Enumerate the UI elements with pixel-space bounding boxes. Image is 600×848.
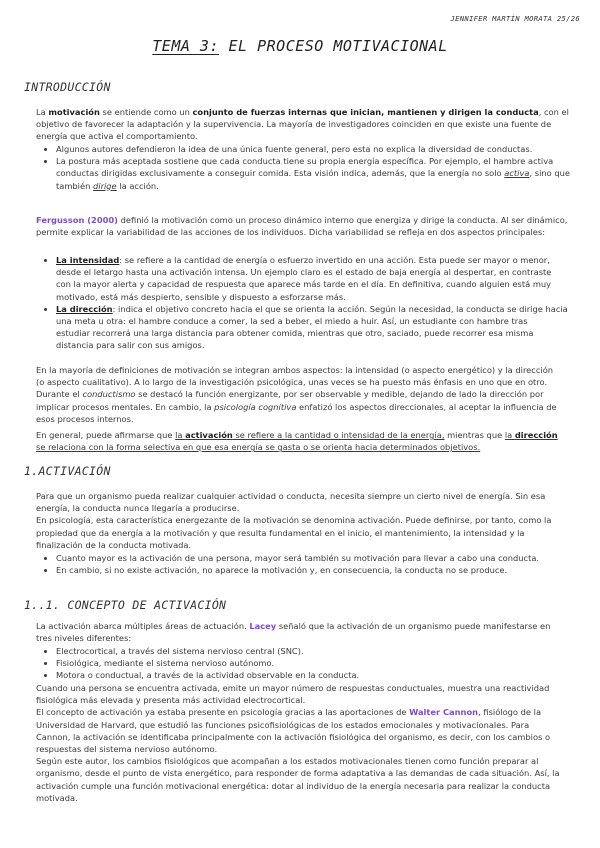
intro-paragraph-3: En general, puede afirmarse que la activación se refiere a la cantidad o intensidad de la energía, mientras que la dirección se relaciona con la forma selectiva en que esa energía se gasta o se orienta hacia determinados objetivos. <box>36 430 558 453</box>
title-prefix: TEMA 3: <box>152 37 219 55</box>
niveles-list <box>36 645 570 682</box>
citation-cannon: Walter Cannon <box>409 707 479 718</box>
concepto-paragraph-2: Cuando una persona se encuentra activada, emite un mayor número de respuestas conductuales, muestra una reactividad fisiológica más elevada y presenta más actividad electrocortical. El concepto de activación ya estaba presente en psicología gracias a las aportaciones de Walter Cannon, fisiólogo de la Universidad de Harvard, que estudió las funciones psicofisiológicas de los estados emocionales y motivacionales. Para Cannon, la activación se identificaba principalmente con la activación fisiológica del organismo, es decir, con los cambios o respuestas del sistema nervioso autónomo. Según este autor, los cambios fisiológicos que acompañan a los estados motivacionales tienen como función preparar al organismo, desde el punto de vista energético, para responder de forma adaptativa a las demandas de cada situación. Así, la activación cumple una función motivacional energética: dotar al individuo de la energía necesaria para realizar la conducta motivada. <box>36 683 560 803</box>
intro-bullet-1: • Algunos autores defendieron la idea de una única fuente general, pero esta no explica la diversidad de conductas. <box>56 143 570 155</box>
intro-paragraph-1: La motivación se entiende como un conjunto de fuerzas internas que inician, mantienen y dirigen la conducta, con el objetivo de favorecer la adaptación y la supervivencia. La mayoría de investigadores coinciden en que existe una fuente de energía que activa el comportamiento. <box>36 107 569 142</box>
fergusson-paragraph: Fergusson (2000) definió la motivación como un proceso dinámico interno que energiza y dirige la conducta. Al ser dinámico, permite explicar la variabilidad de las acciones de los individuos. Dicha variabilidad se refleja en dos aspectos principales: <box>36 215 568 238</box>
nivel-fisiologica: • Fisiológica, mediante el sistema nervioso autónomo. <box>56 657 570 669</box>
heading-introduccion: INTRODUCCIÓN <box>24 80 111 94</box>
aspect-intensidad: • La intensidad: se refiere a la cantidad de energía o esfuerzo invertido en una acción. Esta puede ser mayor o menor, desde el letargo hasta una activación intensa. Un ejemplo claro es el estado de baja energía al despertar, en contraste con la mayor alerta y capacidad de respuesta que aparece más tarde en el día. En definitiva, cuando alguien está muy motivado, está más despierto, sensible y dispuesto a esforzarse más. <box>56 254 570 303</box>
intro-paragraph-2: En la mayoría de definiciones de motivación se integran ambos aspectos: la intensidad (o aspecto energético) y la dirección (o aspecto cualitativo). A lo largo de la investigación psicológica, unas veces se ha puesto más énfasis en uno que en otro. Durante el conductismo se destacó la función energizante, por ser observable y medible, dejando de lado la dirección por implicar procesos mentales. En cambio, la psicología cognitiva enfatizó los aspectos direccionales, al aceptar la influencia de esos procesos internos. <box>36 365 557 424</box>
citation-fergusson: Fergusson (2000) <box>36 215 118 225</box>
page-title <box>0 37 600 55</box>
heading-activacion: 1.ACTIVACIÓN <box>24 464 111 478</box>
citation-lacey: Lacey <box>249 621 277 631</box>
activacion-bullets <box>36 552 570 576</box>
author-header: JENNIFER MARTÍN MORATA 25/26 <box>450 14 580 23</box>
intro-bullet-2: • La postura más aceptada sostiene que cada conducta tiene su propia energía específica. Por ejemplo, el hambre activa conductas dirigidas exclusivamente a conseguir comida. Esta visión indica, además, que la energía no solo activa, sino que también dirige la acción. <box>56 155 570 192</box>
aspect-direccion: • La dirección: indica el objetivo concreto hacia el que se orienta la acción. Según la necesidad, la conducta se dirige hacia una meta u otra: el hambre conduce a comer, la sed a beber, el miedo a huir. Así, un estudiante con hambre tras estudiar recorrerá una larga distancia para obtener comida, mientras que otro, saciado, puede recorrer esa misma distancia para salir con sus amigos. <box>56 303 570 352</box>
intro-bullets <box>36 143 570 192</box>
activacion-paragraph: Para que un organismo pueda realizar cualquier actividad o conducta, necesita siempre un cierto nivel de energía. Sin esa energía, la conducta nunca llegaría a producirse. En psicología, esta característica energezante de la motivación se denomina activación. Puede definirse, por tanto, como la propiedad que da energía a la motivación y que resulta fundamental en el inicio, el mantenimiento, la intensidad y la finalización de la conducta motivada. <box>36 491 552 550</box>
nivel-motora: • Motora o conductual, a través de la actividad observable en la conducta. <box>56 669 570 681</box>
aspects-list <box>36 254 570 352</box>
concepto-paragraph-1: La activación abarca múltiples áreas de actuación. Lacey señaló que la activación de un organismo puede manifestarse en tres niveles diferentes: <box>36 621 551 644</box>
heading-concepto-activacion: 1..1. CONCEPTO DE ACTIVACIÓN <box>24 598 227 612</box>
nivel-electrocortical: • Electrocortical, a través del sistema nervioso central (SNC). <box>56 645 570 657</box>
title-rest: EL PROCESO MOTIVACIONAL <box>218 37 448 55</box>
activacion-bullet-2: • En cambio, si no existe activación, no aparece la motivación y, en consecuencia, la conducta no se produce. <box>56 564 570 576</box>
activacion-bullet-1: • Cuanto mayor es la activación de una persona, mayor será también su motivación para llevar a cabo una conducta. <box>56 552 570 564</box>
